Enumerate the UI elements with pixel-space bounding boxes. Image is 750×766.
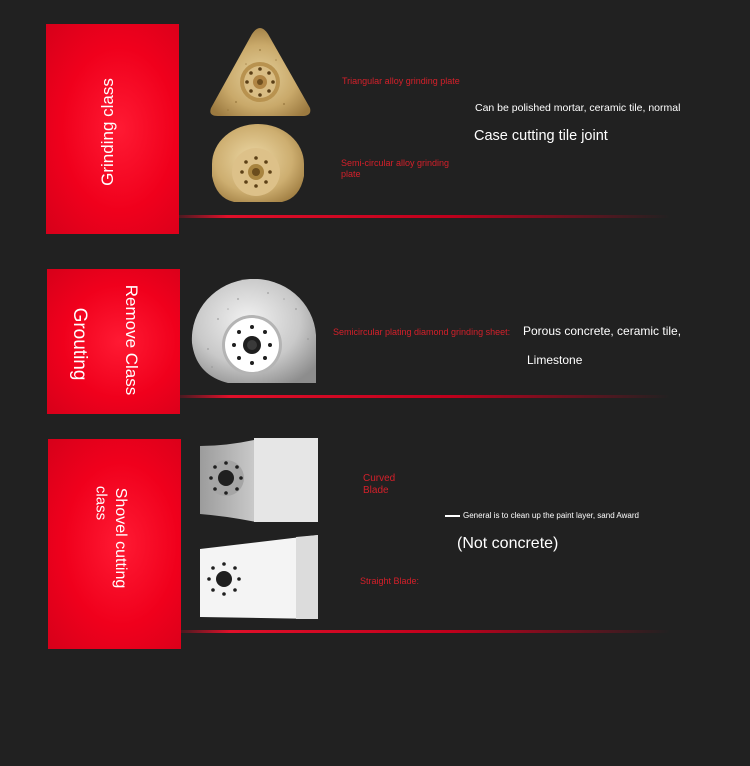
grouting-title-line2: Grouting — [69, 307, 90, 381]
straight-blade-icon — [196, 533, 322, 621]
grinding-description-line1: Can be polished mortar, ceramic tile, normal — [475, 102, 681, 114]
shovel-title-line1: Shovel cutting — [112, 487, 129, 589]
grouting-title-line1: Remove Class — [122, 284, 141, 396]
section-divider-1 — [178, 215, 670, 218]
dash-marker — [445, 515, 460, 517]
shovel-title-line2: class — [92, 485, 110, 521]
shovel-description-line1: General is to clean up the paint layer, sand Award — [463, 511, 639, 520]
curved-blade-label: Curved Blade — [363, 473, 396, 496]
diamond-grinding-sheet-icon — [188, 279, 320, 387]
triangular-plate-label: Triangular alloy grinding plate — [342, 76, 460, 86]
section-divider-3 — [181, 630, 670, 633]
grinding-description-line2: Case cutting tile joint — [474, 128, 608, 144]
semicircular-plate-label: Semi-circular alloy grinding plate — [341, 158, 450, 179]
straight-blade-label: Straight Blade: — [360, 576, 420, 586]
diamond-sheet-label: Semicircular plating diamond grinding sheet: — [333, 327, 511, 337]
grouting-class-panel — [47, 269, 180, 414]
semicircular-grinding-plate-icon — [208, 124, 308, 204]
grouting-description-line1: Porous concrete, ceramic tile, — [523, 324, 682, 338]
section-divider-2 — [180, 395, 670, 398]
triangular-grinding-plate-icon — [206, 24, 314, 120]
grouting-description-line2: Limestone — [527, 353, 583, 367]
curved-blade-icon — [196, 436, 322, 524]
shovel-description-line2: (Not concrete) — [457, 535, 559, 552]
grinding-class-title: Grinding class — [98, 78, 117, 186]
